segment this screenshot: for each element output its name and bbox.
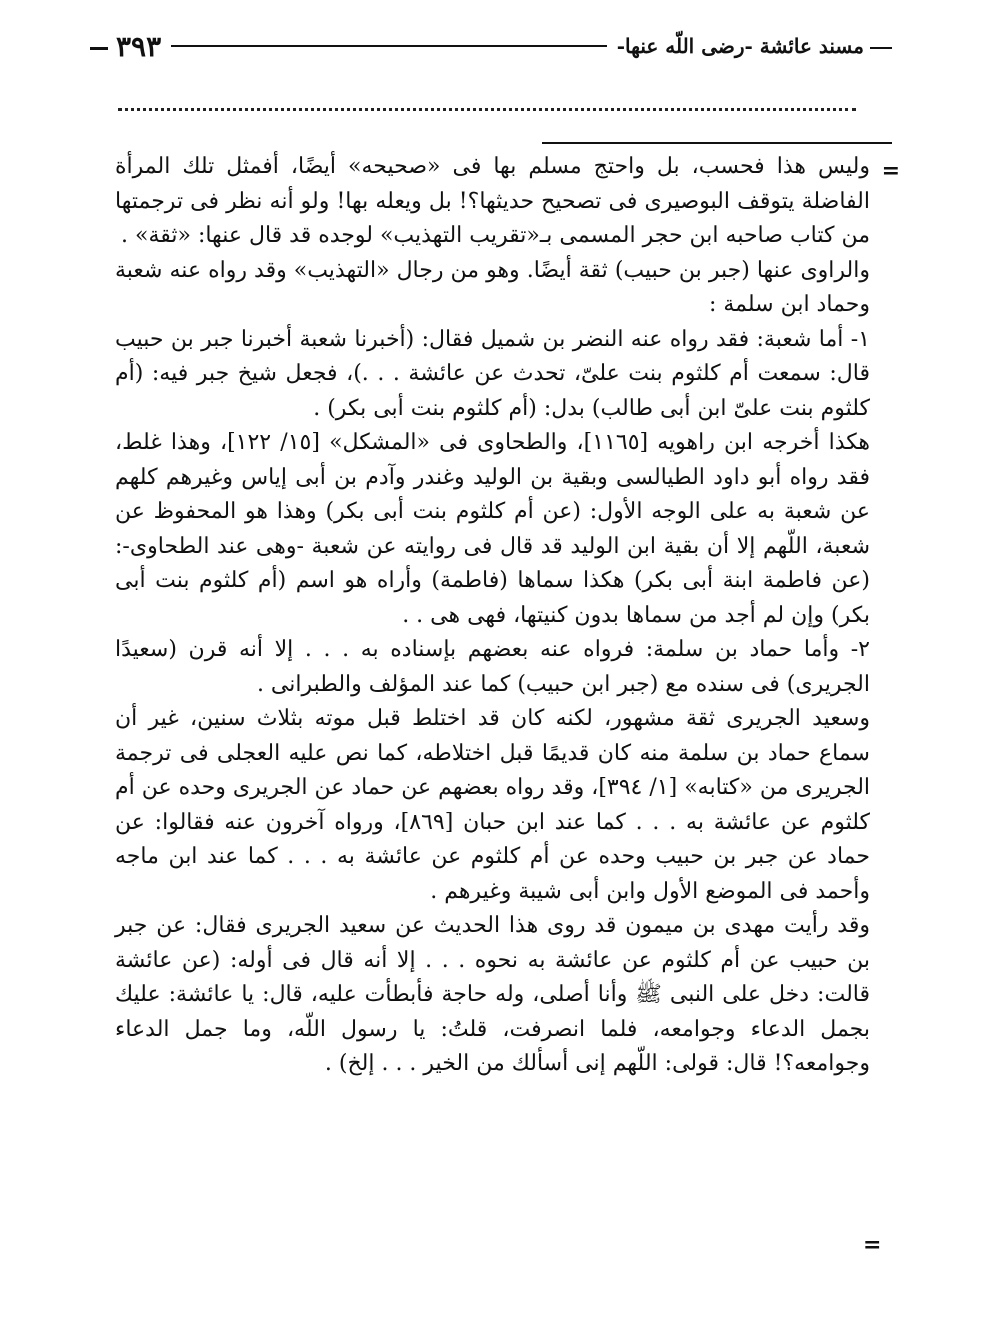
footnote-separator <box>542 142 892 144</box>
page-header <box>90 22 892 70</box>
paragraph-5: ٢- وأما حماد بن سلمة: فرواه عنه بعضهم بإسناده به . . . إلا أنه قرن (سعيدًا الجريرى) فى سنده مع (جبر ابن حبيب) كما عند المؤلف والطبرانى . <box>115 637 870 697</box>
paragraph-7: وقد رأيت مهدى بن ميمون قد روى هذا الحديث عن سعيد الجريرى فقال: عن جبر بن حبيب عن أم كلثوم عن عائشة به نحوه . . . إلا أنه قال فى أوله: (عن عائشة قالت: دخل على النبى ﷺ وأنا أصلى، وله حاجة فأبطأت عليه، قال: يا عائشة: عليك بجمل الدعاء وجوامعه، فلما انصرفت، قلتُ: يا رسول اللّه، وما جمل الدعاء وجوامعه؟! قال: قولى: اللّهم إنى أسألك من الخير . . . إلخ) . <box>115 913 870 1076</box>
paragraph-4: هكذا أخرجه ابن راهويه [١١٦٥]، والطحاوى فى «المشكل» [١٥/ ١٢٢]، وهذا غلط، فقد رواه أبو داود الطيالسى وبقية بن الوليد وغندر وآدم بن أبى إياس وغيرهم كلهم عن شعبة به على الوجه الأول: (عن أم كلثوم بنت أبى بكر) وهذا هو المحفوظ عن شعبة، اللّهم إلا أن بقية ابن الوليد قد قال فى روايته عن شعبة -وهى عند الطحاوى-: (عن فاطمة ابنة أبى بكر) هكذا سماها (فاطمة) وأراه هو اسم (أم كلثوم بنت أبى بكر) وإن لم أجد من سماها بدون كنيتها، فهى هى . . <box>115 430 871 628</box>
page-number <box>90 30 167 63</box>
footnote-text <box>115 150 900 1082</box>
paragraph-1: وليس هذا فحسب، بل واحتج مسلم بها فى «صحيحه» أيضًا، أفمثل تلك المرأة الفاضلة يتوقف البوصيرى فى تصحيح حديثها؟! بل ويعله بها! ولو أنه نظر فى ترجمتها من كتاب صاحبه ابن حجر المسمى بـ«تقريب التهذيب» لوجده قد قال عنها: «ثقة» . <box>115 154 870 248</box>
header-dash <box>870 47 892 49</box>
header-rule <box>171 45 607 47</box>
paragraph-6: وسعيد الجريرى ثقة مشهور، لكنه كان قد اختلط قبل موته بثلاث سنين، غير أن سماع حماد بن سلمة منه كان قديمًا قبل اختلاطه، كما نص عليه العجلى فى ترجمة الجريرى من «كتابه» [١/ ٣٩٤]، وقد رواه بعضهم عن حماد عن الجريرى وحده عن أم كلثوم عن عائشة به . . . كما عند ابن حبان [٨٦٩]، ورواه آخرون عنه فقالوا: عن حماد عن جبر بن حبيب وحده عن أم كلثوم عن عائشة به . . . كما عند ابن ماجه وأحمد فى الموضع الأول وابن أبى شيبة وغيرهم . <box>115 706 871 904</box>
continuation-mark-start: = <box>881 158 900 184</box>
paragraph-3: ١- أما شعبة: فقد رواه عنه النضر بن شميل فقال: (أخبرنا شعبة أخبرنا جبر بن حبيب قال: سمعت أم كلثوم بنت علىّ، تحدث عن عائشة . . .)، فجعل شيخ جبر فيه: (أم كلثوم بنت علىّ ابن أبى طالب) بدل: (أم كلثوم بنت أبى بكر) . <box>115 326 870 421</box>
continuation-mark-end: = <box>863 1232 882 1258</box>
running-title <box>611 34 892 58</box>
running-title-text: مسند عائشة -رضى اللّه عنها- <box>616 34 864 58</box>
page-number-text: ٣٩٣ <box>116 29 162 63</box>
paragraph-2: والراوى عنها (جبر بن حبيب) ثقة أيضًا. وهو من رجال «التهذيب» وقد رواه عنه شعبة وحماد ابن سلمة : <box>115 257 870 317</box>
dotted-separator <box>118 108 856 111</box>
page-number-dash <box>90 47 108 50</box>
